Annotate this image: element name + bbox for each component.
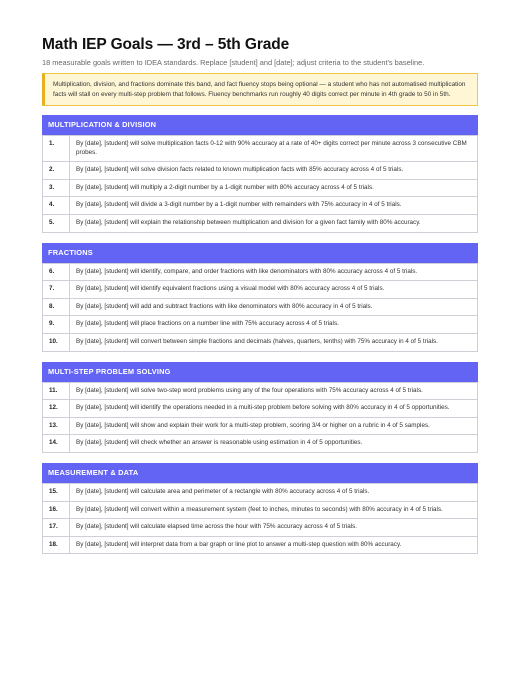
table-row xyxy=(43,417,478,435)
section-fractions xyxy=(42,243,478,352)
table-row xyxy=(43,400,478,418)
table-row xyxy=(43,536,478,554)
goal-text: By [date], [student] will identify equivalent fractions using a visual model with 80% accuracy across 4 of 5 trials. xyxy=(70,281,478,299)
section-multi-step-problem-solving xyxy=(42,362,478,453)
table-row xyxy=(43,136,478,162)
section-multiplication-division xyxy=(42,115,478,233)
section-heading: MEASUREMENT & DATA xyxy=(42,463,478,483)
section-heading: MULTI-STEP PROBLEM SOLVING xyxy=(42,362,478,382)
goal-text: By [date], [student] will explain the relationship between multiplication and division for a given fact family with 80% accuracy. xyxy=(70,214,478,232)
goals-table xyxy=(42,483,478,554)
table-row xyxy=(43,333,478,351)
goal-text: By [date], [student] will solve division facts related to known multiplication facts with 85% accuracy across 4 of 5 trials. xyxy=(70,162,478,180)
table-row xyxy=(43,519,478,537)
goal-text: By [date], [student] will calculate area and perimeter of a rectangle with 80% accuracy across 4 of 5 trials. xyxy=(70,483,478,501)
section-heading: MULTIPLICATION & DIVISION xyxy=(42,115,478,135)
goal-number: 13. xyxy=(43,417,70,435)
goal-number: 5. xyxy=(43,214,70,232)
table-row xyxy=(43,483,478,501)
goal-text: By [date], [student] will add and subtract fractions with like denominators with 80% accuracy in 4 of 5 trials. xyxy=(70,298,478,316)
goal-text: By [date], [student] will calculate elapsed time across the hour with 75% accuracy across 4 of 5 trials. xyxy=(70,519,478,537)
table-row xyxy=(43,316,478,334)
goal-number: 10. xyxy=(43,333,70,351)
goal-text: By [date], [student] will identify, compare, and order fractions with like denominators with 80% accuracy across 4 of 5 trials. xyxy=(70,263,478,281)
goal-number: 12. xyxy=(43,400,70,418)
goal-number: 16. xyxy=(43,501,70,519)
goal-text: By [date], [student] will convert within a measurement system (feet to inches, minutes to seconds) with 80% accuracy in 4 of 5 trials. xyxy=(70,501,478,519)
goals-table xyxy=(42,263,478,352)
goal-text: By [date], [student] will identify the operations needed in a multi-step problem before solving with 80% accuracy in 4 of 5 opportunities. xyxy=(70,400,478,418)
goals-table xyxy=(42,135,478,233)
goal-number: 8. xyxy=(43,298,70,316)
table-row xyxy=(43,501,478,519)
goal-number: 3. xyxy=(43,179,70,197)
goal-text: By [date], [student] will solve two-step word problems using any of the four operations with 75% accuracy across 4 of 5 trials. xyxy=(70,382,478,400)
goal-number: 14. xyxy=(43,435,70,453)
goal-number: 6. xyxy=(43,263,70,281)
table-row xyxy=(43,162,478,180)
section-measurement-data xyxy=(42,463,478,554)
goal-text: By [date], [student] will divide a 3-digit number by a 1-digit number with remainders with 75% accuracy in 4 of 5 trials. xyxy=(70,197,478,215)
goal-number: 1. xyxy=(43,136,70,162)
table-row xyxy=(43,263,478,281)
goal-number: 17. xyxy=(43,519,70,537)
goal-number: 11. xyxy=(43,382,70,400)
page-title: Math IEP Goals — 3rd – 5th Grade xyxy=(42,36,290,53)
callout-note: Multiplication, division, and fractions dominate this band, and fact fluency stops being optional — a student who has not automatised multiplication facts will stall on every multi-step problem that follows. Fluency benchmarks run roughly 40 digits correct per minute in 4th grade to 50 in 5th. xyxy=(42,73,478,106)
goal-number: 9. xyxy=(43,316,70,334)
goal-number: 7. xyxy=(43,281,70,299)
table-row xyxy=(43,281,478,299)
goal-text: By [date], [student] will check whether an answer is reasonable using estimation in 4 of 5 opportunities. xyxy=(70,435,478,453)
section-heading: FRACTIONS xyxy=(42,243,478,263)
goal-text: By [date], [student] will solve multiplication facts 0-12 with 90% accuracy at a rate of 40+ digits correct per minute across 3 consecutive CBM probes. xyxy=(70,136,478,162)
table-row xyxy=(43,214,478,232)
goal-number: 18. xyxy=(43,536,70,554)
table-row xyxy=(43,179,478,197)
goal-text: By [date], [student] will convert between simple fractions and decimals (halves, quarters, tenths) with 75% accuracy in 4 of 5 trials. xyxy=(70,333,478,351)
goal-number: 4. xyxy=(43,197,70,215)
goal-text: By [date], [student] will interpret data from a bar graph or line plot to answer a multi-step question with 80% accuracy. xyxy=(70,536,478,554)
goal-text: By [date], [student] will place fractions on a number line with 75% accuracy across 4 of 5 trials. xyxy=(70,316,478,334)
goals-table xyxy=(42,382,478,453)
table-row xyxy=(43,197,478,215)
table-row xyxy=(43,435,478,453)
goal-text: By [date], [student] will show and explain their work for a multi-step problem, scoring 3/4 or higher on a rubric in 4 of 5 samples. xyxy=(70,417,478,435)
table-row xyxy=(43,298,478,316)
table-row xyxy=(43,382,478,400)
goal-text: By [date], [student] will multiply a 2-digit number by a 1-digit number with 80% accuracy across 4 of 5 trials. xyxy=(70,179,478,197)
page-subtitle: 18 measurable goals written to IDEA standards. Replace [student] and [date]; adjust criteria to the student's baseline. xyxy=(42,58,425,67)
goal-number: 2. xyxy=(43,162,70,180)
goal-number: 15. xyxy=(43,483,70,501)
